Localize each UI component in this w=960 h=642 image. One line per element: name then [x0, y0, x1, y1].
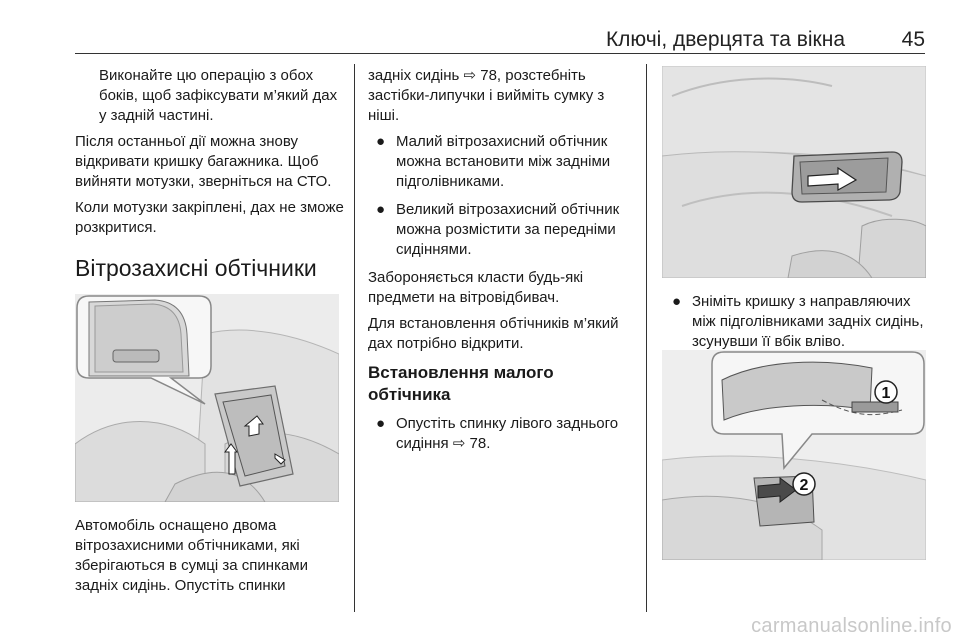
- column-divider-2: [646, 64, 647, 612]
- bullet-dot-icon: ●: [376, 133, 386, 150]
- page-header: [75, 28, 925, 52]
- paragraph-after-last-step: Після останньої дії можна знову відкривати кришку багажника. Щоб вийняти мотузки, зверніться на СТО.: [75, 133, 332, 190]
- header-divider: [75, 53, 925, 54]
- headrest-cover-illustration: [662, 66, 926, 278]
- watermark-text: carmanualsonline.info: [751, 615, 952, 637]
- bullet-dot-icon: ●: [376, 201, 386, 218]
- bullet-small-windbreaker: [368, 132, 638, 192]
- paragraph-continue: задніх сидінь ⇨ 78, розстебніть застібки-липучки і вийміть сумку з ніші.: [368, 67, 605, 124]
- windbreaker-bag-illustration: [75, 294, 339, 502]
- paragraph-equipped: Автомобіль оснащено двома вітрозахисними обтічниками, які зберігаються в сумці за спинками задніх сидінь. Опустіть спинки: [75, 517, 308, 594]
- cover-removal-illustration: [662, 350, 926, 560]
- bullet-text: Малий вітрозахисний обтічник можна встановити між задніми підголівниками.: [396, 133, 611, 190]
- bullet-text: Великий вітрозахисний обтічник можна розмістити за передніми сидіннями.: [396, 201, 620, 258]
- page-title: Ключі, дверцята та вікна: [605, 28, 845, 51]
- bullet-large-windbreaker: [368, 200, 638, 260]
- bullet-lower-seat: [368, 414, 638, 454]
- step-1-label: 1: [881, 385, 891, 402]
- paragraph-ropes: Коли мотузки закріплені, дах не зможе розкритися.: [75, 199, 344, 236]
- headrest-cover-drawing: [662, 66, 926, 278]
- page-number: 45: [901, 28, 925, 51]
- windbreaker-bag-drawing: [75, 294, 339, 502]
- paragraph-forbidden: Забороняється класти будь-які предмети на вітровідбивач.: [368, 269, 584, 306]
- intro-continued-text: Виконайте цю операцію з обох боків, щоб зафіксувати м’який дах у задній частині.: [99, 67, 338, 124]
- section-title: Вітрозахисні обтічники: [75, 255, 317, 281]
- paragraph-install: Для встановлення обтічників м’який дах потрібно відкрити.: [368, 315, 619, 352]
- column-1: [75, 66, 345, 298]
- bullet-remove-cover: [664, 292, 926, 352]
- bullet-text: Опустіть спинку лівого заднього сидіння ⇨ 78.: [396, 415, 619, 452]
- bullet-text: Зніміть кришку з направляючих між підголівниками задніх сидінь, зсунувши її вбік вліво.: [692, 293, 924, 350]
- column-2: [368, 66, 638, 462]
- subsection-title: Встановлення малого обтічника: [368, 363, 554, 404]
- bullet-dot-icon: ●: [672, 293, 682, 310]
- column-divider-1: [354, 64, 355, 612]
- cover-removal-drawing: [662, 350, 926, 560]
- bullet-dot-icon: ●: [376, 415, 386, 432]
- column-1-lower: [75, 516, 345, 602]
- step-2-label: 2: [799, 477, 809, 494]
